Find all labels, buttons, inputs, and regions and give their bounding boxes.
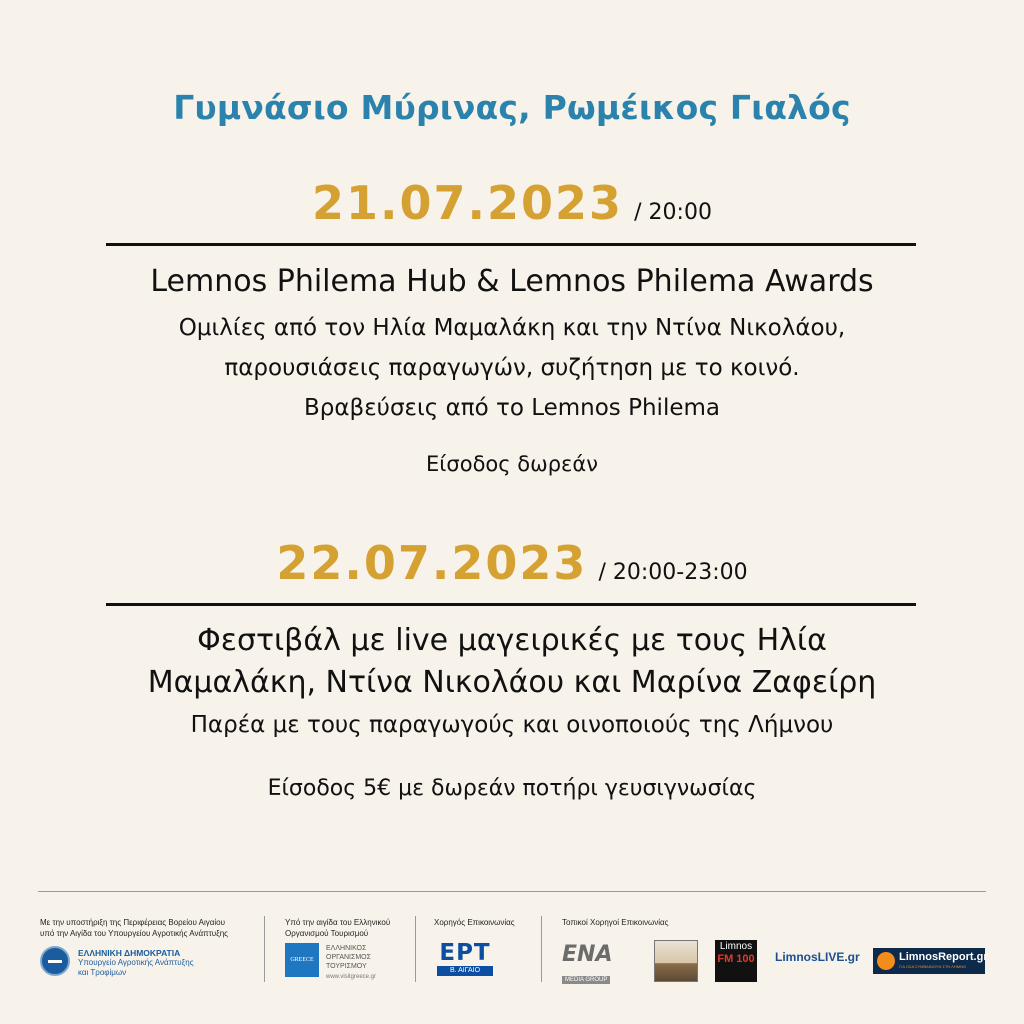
report-dot-icon	[877, 952, 895, 970]
local-sponsors-caption: Τοπικοί Χορηγοί Επικοινωνίας	[562, 918, 669, 927]
footer-divider	[38, 891, 986, 892]
event-2-date-row	[0, 536, 1024, 590]
gnto-name: ΕΛΛΗΝΙΚΟΣ ΟΡΓΑΝΙΣΜΟΣ ΤΟΥΡΙΣΜΟΥ www.visitgreece.gr	[326, 945, 377, 980]
ert-logo: ΕΡΤ Β. ΑΙΓΑΙΟ	[437, 940, 493, 978]
event-2-entry: Είσοδος 5€ με δωρεάν ποτήρι γευσιγνωσίας	[267, 776, 757, 801]
event-1-line-1: Ομιλίες από τον Ηλία Μαμαλάκη και την Ντίνα Νικολάου,	[178, 315, 846, 341]
venue-title: Γυμνάσιο Μύρινας, Ρωμέικος Γιαλός	[173, 88, 851, 127]
ministry-logo-text: ΕΛΛΗΝΙΚΗ ΔΗΜΟΚΡΑΤΙΑ Υπουργείο Αγροτικής Ανάπτυξης και Τροφίμων	[78, 948, 194, 977]
event-1-date: 21.07.2023	[312, 176, 624, 230]
event-1-line-2: παρουσιάσεις παραγωγών, συζήτηση με το κοινό.	[224, 355, 800, 381]
event-1-line-3: Βραβεύσεις από το Lemnos Philema	[304, 395, 720, 421]
footer-separator	[415, 916, 416, 982]
media-sponsor-caption: Χορηγός Επικοινωνίας	[434, 918, 515, 927]
event-1-date-row	[0, 176, 1024, 230]
footer-separator	[541, 916, 542, 982]
event-2-divider	[106, 603, 916, 606]
limnos-fm-logo: Limnos FM 100	[715, 940, 757, 982]
event-1-divider	[106, 243, 916, 246]
footer-separator	[264, 916, 265, 982]
greek-emblem-icon	[40, 946, 70, 976]
event-2-time: / 20:00-23:00	[598, 560, 748, 585]
ena-media-logo: ENA MEDIA GROUP	[562, 942, 613, 983]
gnto-logo: GREECE	[285, 943, 319, 977]
event-1-entry: Είσοδος δωρεάν	[426, 452, 598, 476]
event-2-date: 22.07.2023	[276, 536, 588, 590]
gnto-caption: Υπό την αιγίδα του Ελληνικού Οργανισμού Τουρισμού	[285, 918, 391, 938]
event-2-title-line-2: Μαμαλάκη, Ντίνα Νικολάου και Μαρίνα Ζαφείρη	[147, 665, 877, 700]
support-caption: Με την υποστήριξη της Περιφέρειας Βορείου Αιγαίου υπό την Αιγίδα του Υπουργείου Αγροτικής Ανάπτυξης	[40, 918, 229, 938]
limnos-report-logo: LimnosReport.gr ΓΙΑ ΟΣΑ ΣΥΜΒΑΙΝΟΥΝ ΣΤΗ ΛΗΜΝΟ	[873, 948, 985, 974]
limnos-live-logo: LimnosLIVE.gr	[775, 950, 860, 964]
event-1-time: / 20:00	[634, 200, 712, 225]
local-sponsor-logo	[654, 940, 698, 982]
event-2-line-1: Παρέα με τους παραγωγούς και οινοποιούς της Λήμνου	[190, 712, 834, 738]
event-2-title-line-1: Φεστιβάλ με live μαγειρικές με τους Ηλία	[197, 623, 827, 658]
event-1-title: Lemnos Philema Hub & Lemnos Philema Awards	[150, 264, 874, 299]
